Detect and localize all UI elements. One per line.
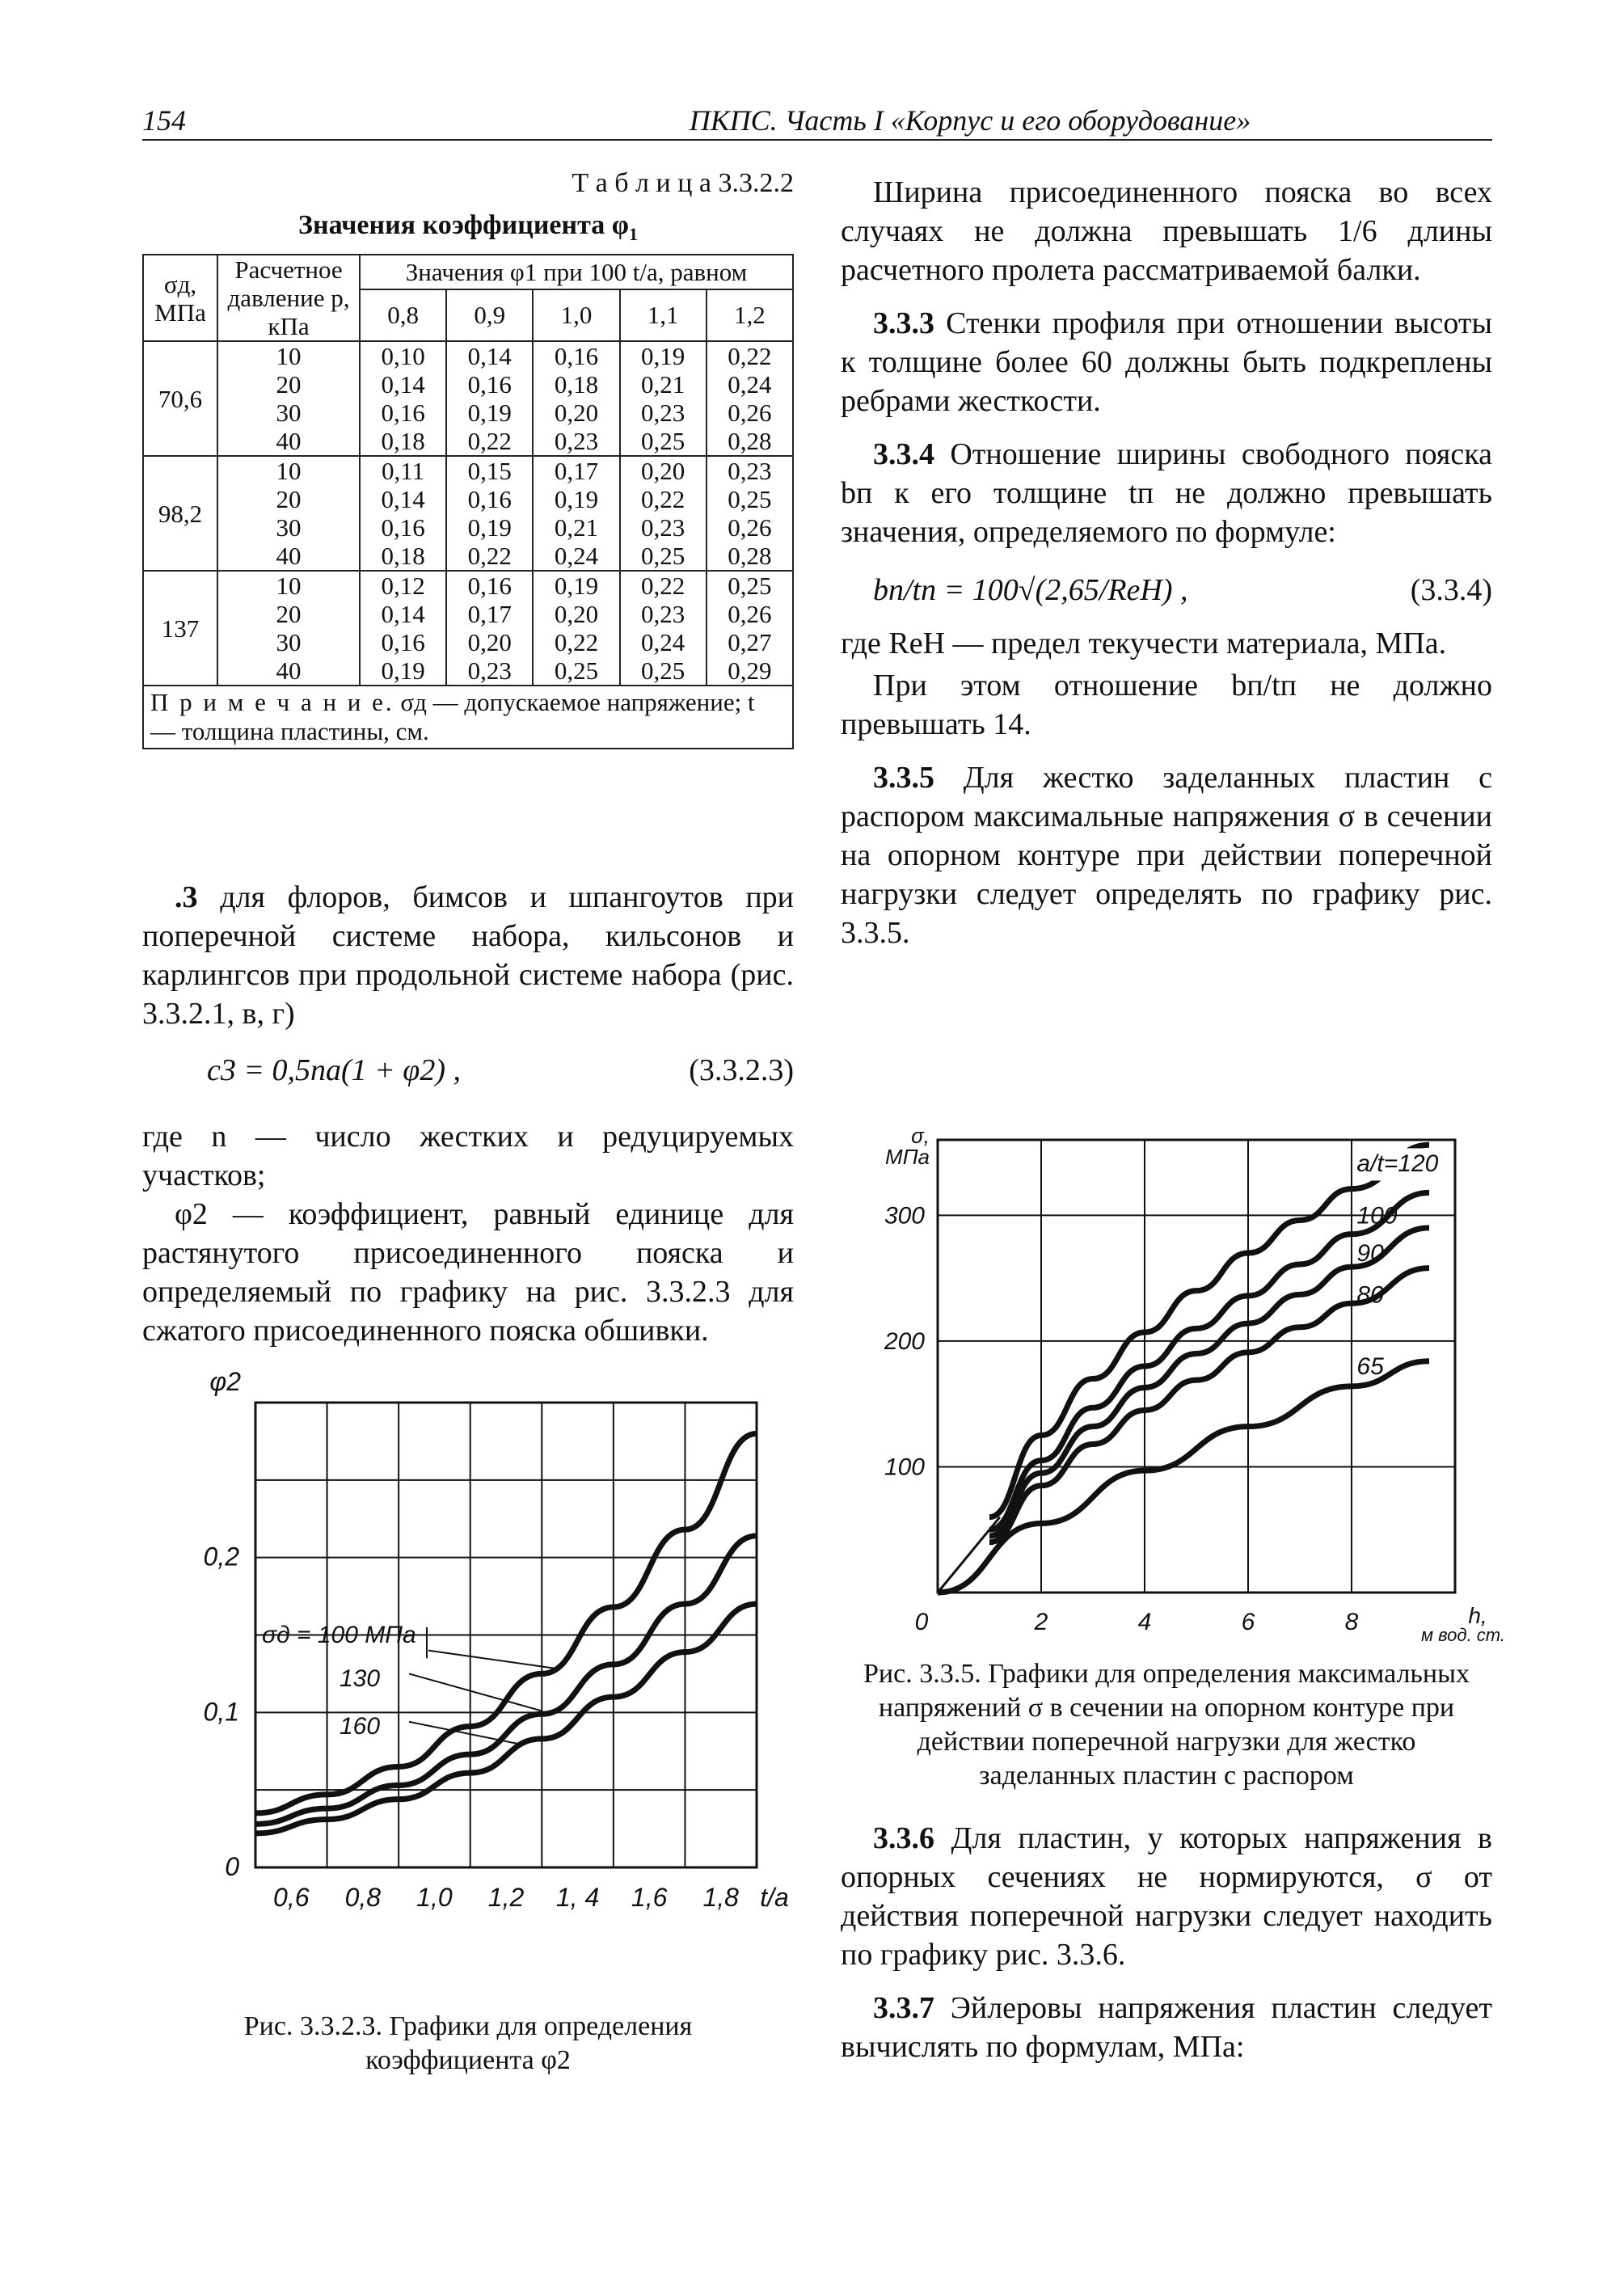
curve-label: 90 bbox=[1356, 1240, 1384, 1267]
value-cell: 0,25 bbox=[707, 485, 793, 513]
value-cell: 0,19 bbox=[360, 656, 446, 686]
value-cell: 0,26 bbox=[707, 399, 793, 427]
table-label: Т а б л и ц а 3.3.2.2 bbox=[572, 168, 794, 198]
fig-335-caption: Рис. 3.3.5. Графики для определения максимальных напряжений σ в сечении на опорном контуре при действии поперечной нагрузки для жестко заделанных пластин с распором bbox=[863, 1659, 1470, 1791]
curve-label: 100 bbox=[1356, 1202, 1398, 1230]
where-n: где n — число жестких и редуцируемых участков; bbox=[142, 1120, 794, 1192]
sigma-cell: 137 bbox=[143, 571, 217, 686]
value-cell: 0,19 bbox=[533, 571, 619, 600]
value-cell: 0,22 bbox=[446, 542, 533, 571]
x-tick-label: 0,8 bbox=[344, 1883, 382, 1912]
phi2-description: φ2 — коэффициент, равный единице для растянутого присоединенного пояска и определяемый по графику на рис. 3.3.2.3 для сжатого присоединенного пояска обшивки. bbox=[142, 1197, 794, 1348]
series-line-2 bbox=[989, 1228, 1429, 1536]
value-cell: 0,14 bbox=[360, 370, 446, 399]
ratio-header: 1,1 bbox=[620, 289, 707, 341]
value-cell: 0,18 bbox=[360, 542, 446, 571]
value-cell: 0,22 bbox=[533, 628, 619, 656]
value-cell: 0,25 bbox=[707, 571, 793, 600]
x-tick-label: 1,0 bbox=[416, 1883, 453, 1912]
value-cell: 0,20 bbox=[533, 399, 619, 427]
value-cell: 0,10 bbox=[360, 341, 446, 370]
table-row bbox=[143, 370, 793, 399]
pressure-cell: 20 bbox=[217, 370, 360, 399]
formula-3323-number: (3.3.2.3) bbox=[689, 1053, 794, 1087]
value-cell: 0,16 bbox=[360, 399, 446, 427]
value-cell: 0,23 bbox=[620, 513, 707, 542]
pressure-cell: 20 bbox=[217, 600, 360, 628]
y-tick-label: 100 bbox=[884, 1453, 925, 1481]
col-values: Значения φ1 при 100 t/a, равном bbox=[360, 255, 793, 289]
sigma-cell: 98,2 bbox=[143, 456, 217, 571]
table-note: П р и м е ч а н и е. σд — допускаемое напряжение; t — толщина пластины, см. bbox=[143, 686, 793, 749]
value-cell: 0,19 bbox=[446, 399, 533, 427]
value-cell: 0,11 bbox=[360, 456, 446, 485]
value-cell: 0,14 bbox=[360, 485, 446, 513]
x-tick-label: 0 bbox=[914, 1609, 929, 1635]
pressure-cell: 20 bbox=[217, 485, 360, 513]
pressure-cell: 30 bbox=[217, 513, 360, 542]
table-row bbox=[143, 656, 793, 686]
y-tick-label: 0 bbox=[225, 1852, 239, 1881]
width-paragraph: Ширина присоединенного пояска во всех случаях не должна превышать 1/6 длины расчетного пролета рассматриваемой балки. bbox=[841, 175, 1492, 287]
series-line-4 bbox=[938, 1361, 1429, 1593]
x-tick-label: 6 bbox=[1241, 1609, 1255, 1635]
value-cell: 0,21 bbox=[533, 513, 619, 542]
pressure-cell: 40 bbox=[217, 656, 360, 686]
y-axis-unit: МПа bbox=[885, 1145, 930, 1169]
x-axis-symbol: h, bbox=[1468, 1603, 1487, 1628]
value-cell: 0,24 bbox=[707, 370, 793, 399]
y-axis-symbol: σ, bbox=[911, 1124, 930, 1148]
x-tick-label: 1,6 bbox=[631, 1883, 668, 1912]
table-row bbox=[143, 571, 793, 600]
y-axis-label: φ2 bbox=[209, 1367, 241, 1396]
series-line-0 bbox=[989, 1145, 1429, 1517]
value-cell: 0,22 bbox=[707, 341, 793, 370]
value-cell: 0,29 bbox=[707, 656, 793, 686]
value-cell: 0,25 bbox=[620, 656, 707, 686]
curve-label: σд = 100 МПа bbox=[262, 1622, 416, 1649]
value-cell: 0,17 bbox=[533, 456, 619, 485]
value-cell: 0,18 bbox=[533, 370, 619, 399]
value-cell: 0,26 bbox=[707, 513, 793, 542]
value-cell: 0,14 bbox=[446, 341, 533, 370]
pressure-cell: 10 bbox=[217, 456, 360, 485]
x-tick-label: 4 bbox=[1137, 1609, 1152, 1635]
table-row bbox=[143, 485, 793, 513]
value-cell: 0,20 bbox=[446, 628, 533, 656]
running-title: ПКПС. Часть I «Корпус и его оборудование» bbox=[689, 104, 1251, 137]
value-cell: 0,21 bbox=[620, 370, 707, 399]
x-tick-label: 8 bbox=[1344, 1609, 1359, 1635]
col-pressure: Расчетное давление p, кПа bbox=[217, 255, 360, 341]
value-cell: 0,22 bbox=[620, 485, 707, 513]
x-tick-label: 1,8 bbox=[702, 1883, 739, 1912]
phi2-chart bbox=[142, 1367, 794, 1981]
value-cell: 0,20 bbox=[533, 600, 619, 628]
x-tick-label: 2 bbox=[1034, 1609, 1048, 1635]
y-tick-label: 300 bbox=[884, 1202, 925, 1230]
value-cell: 0,20 bbox=[620, 456, 707, 485]
header-rule bbox=[142, 139, 1492, 141]
value-cell: 0,28 bbox=[707, 427, 793, 456]
x-tick-label: 0,6 bbox=[273, 1883, 310, 1912]
series-line-1 bbox=[255, 1536, 757, 1824]
phi1-table bbox=[142, 254, 794, 749]
pressure-cell: 30 bbox=[217, 628, 360, 656]
sigma-cell: 70,6 bbox=[143, 341, 217, 456]
x-axis-label: t/a bbox=[760, 1883, 789, 1912]
value-cell: 0,19 bbox=[620, 341, 707, 370]
pressure-cell: 40 bbox=[217, 427, 360, 456]
ratio-header: 1,2 bbox=[707, 289, 793, 341]
y-tick-label: 200 bbox=[884, 1327, 925, 1355]
value-cell: 0,24 bbox=[533, 542, 619, 571]
value-cell: 0,15 bbox=[446, 456, 533, 485]
leader-line bbox=[428, 1651, 559, 1669]
x-axis-unit: м вод. ст. bbox=[1420, 1625, 1506, 1645]
page-number: 154 bbox=[142, 104, 186, 137]
formula-334-number: (3.3.4) bbox=[1410, 573, 1492, 607]
value-cell: 0,14 bbox=[360, 600, 446, 628]
left-column: .3 для флоров, бимсов и шпангоутов при поперечной системе набора, кильсонов и карлингсов при продольной системе набора (рис. 3.3.2.1, в, г) c3 = 0,5na(1 + φ2) , (3.3.2.3) где n — число жестких и редуцируемых участков; φ2 — коэффициент, равный единице для растянутого присоединенного пояска и определяемый по графику на рис. 3.3.2.3 для сжатого присоединенного пояска обшивки. bbox=[142, 878, 794, 1350]
series-line-3 bbox=[989, 1268, 1429, 1542]
pressure-cell: 10 bbox=[217, 571, 360, 600]
curve-label: 130 bbox=[340, 1664, 381, 1692]
fig-3323-caption: Рис. 3.3.2.3. Графики для определения коэффициента φ2 bbox=[243, 2011, 693, 2075]
formula-334: bп/tп = 100√(2,65/ReH) , bbox=[873, 573, 1188, 607]
right-column: Ширина присоединенного пояска во всех случаях не должна превышать 1/6 длины расчетного пролета рассматриваемой балки. 3.3.3 Стенки профиля при отношении высоты к толщине более 60 должны быть подкреплены ребрами жесткости. 3.3.4 Отношение ширины свободного пояска bп к его толщине tп не должно превышать значения, определяемого по формуле: bп/tп = 100√(2,65/ReH) , (3.3.4) где ReH — предел текучести материала, МПа. При этом отношение bп/tп не должно превышать 14. 3.3.5 Для жестко заделанных пластин с распором максимальные напряжения σ в сечении на опорном контуре при действии поперечной нагрузки следует определять по графику рис. 3.3.5. bbox=[841, 173, 1492, 952]
value-cell: 0,23 bbox=[533, 427, 619, 456]
value-cell: 0,25 bbox=[620, 427, 707, 456]
y-tick-label: 0,1 bbox=[203, 1697, 239, 1727]
curve-label: a/t=120 bbox=[1356, 1150, 1439, 1178]
value-cell: 0,19 bbox=[533, 485, 619, 513]
table-row bbox=[143, 542, 793, 571]
value-cell: 0,23 bbox=[620, 600, 707, 628]
formula-3323: c3 = 0,5na(1 + φ2) , bbox=[207, 1053, 461, 1087]
col-sigma: σд, МПа bbox=[143, 255, 217, 341]
value-cell: 0,23 bbox=[446, 656, 533, 686]
value-cell: 0,16 bbox=[360, 513, 446, 542]
table-row bbox=[143, 513, 793, 542]
where-reh: где ReH — предел текучести материала, МПа. bbox=[841, 627, 1447, 660]
table-row bbox=[143, 628, 793, 656]
pressure-cell: 10 bbox=[217, 341, 360, 370]
limit-paragraph: При этом отношение bп/tп не должно превышать 14. bbox=[841, 669, 1492, 741]
table-title: Значения коэффициента $\varphi_1$ bbox=[298, 210, 638, 244]
value-cell: 0,17 bbox=[446, 600, 533, 628]
curve-label: 80 bbox=[1356, 1281, 1384, 1309]
value-cell: 0,25 bbox=[620, 542, 707, 571]
ratio-header: 0,9 bbox=[446, 289, 533, 341]
pressure-cell: 30 bbox=[217, 399, 360, 427]
value-cell: 0,16 bbox=[446, 571, 533, 600]
curve-label: 65 bbox=[1356, 1353, 1384, 1380]
value-cell: 0,28 bbox=[707, 542, 793, 571]
value-cell: 0,19 bbox=[446, 513, 533, 542]
pressure-cell: 40 bbox=[217, 542, 360, 571]
x-tick-label: 1, 4 bbox=[555, 1883, 600, 1912]
sigma-chart bbox=[841, 1124, 1506, 1649]
table-row bbox=[143, 427, 793, 456]
value-cell: 0,26 bbox=[707, 600, 793, 628]
value-cell: 0,12 bbox=[360, 571, 446, 600]
value-cell: 0,16 bbox=[533, 341, 619, 370]
value-cell: 0,27 bbox=[707, 628, 793, 656]
value-cell: 0,23 bbox=[620, 399, 707, 427]
curve-label: 160 bbox=[340, 1713, 381, 1740]
value-cell: 0,16 bbox=[360, 628, 446, 656]
value-cell: 0,18 bbox=[360, 427, 446, 456]
table-row bbox=[143, 399, 793, 427]
value-cell: 0,22 bbox=[620, 571, 707, 600]
table-row bbox=[143, 600, 793, 628]
ratio-header: 0,8 bbox=[360, 289, 446, 341]
table-row bbox=[143, 341, 793, 370]
value-cell: 0,24 bbox=[620, 628, 707, 656]
value-cell: 0,16 bbox=[446, 485, 533, 513]
value-cell: 0,23 bbox=[707, 456, 793, 485]
table-row bbox=[143, 456, 793, 485]
value-cell: 0,22 bbox=[446, 427, 533, 456]
value-cell: 0,25 bbox=[533, 656, 619, 686]
ratio-header: 1,0 bbox=[533, 289, 619, 341]
right-column-bottom: 3.3.6 Для пластин, у которых напряжения в опорных сечениях не нормируются, σ от действия поперечной нагрузки следует находить по графику рис. 3.3.6. 3.3.7 Эйлеровы напряжения пластин следует вычислять по формулам, МПа: bbox=[841, 1821, 1493, 2064]
x-tick-label: 1,2 bbox=[487, 1883, 525, 1912]
value-cell: 0,16 bbox=[446, 370, 533, 399]
y-tick-label: 0,2 bbox=[203, 1542, 239, 1572]
